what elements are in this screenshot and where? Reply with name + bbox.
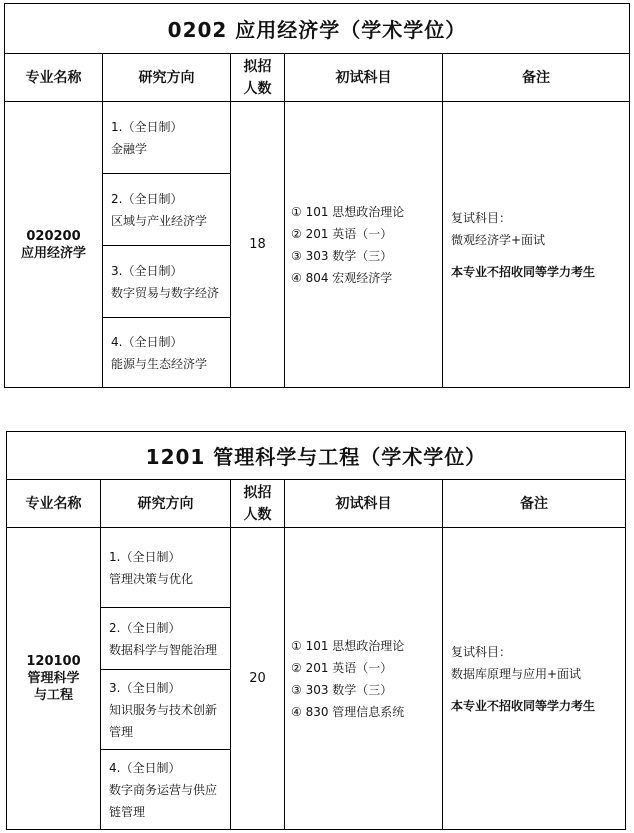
table-title: 0202 应用经济学（学术学位）	[5, 4, 629, 54]
quota-value: 18	[231, 102, 285, 387]
direction-row	[103, 318, 231, 387]
direction-row	[101, 670, 231, 750]
notes-cell	[443, 102, 629, 387]
header-exam: 初试科目	[285, 480, 443, 528]
major-cell	[5, 102, 103, 387]
header-exam: 初试科目	[285, 54, 443, 102]
exam-subject: ② 201 英语（一）	[291, 660, 393, 675]
admission-table-0202	[4, 3, 630, 388]
direction-name-line2: 链管理	[109, 804, 146, 819]
policy-note: 本专业不招收同等学力考生	[451, 264, 596, 279]
exam-subject: ③ 303 数学（三）	[291, 682, 393, 697]
direction-name-line2: 管理	[109, 724, 134, 739]
major-name: 应用经济学	[20, 245, 86, 261]
exam-subject: ② 201 英语（一）	[291, 226, 393, 241]
header-quota-line2: 人数	[243, 506, 272, 523]
direction-name: 金融学	[111, 141, 148, 156]
direction-type: 4.（全日制）	[109, 760, 181, 775]
direction-row	[101, 608, 231, 670]
exam-subject: ③ 303 数学（三）	[291, 248, 393, 263]
exam-subject: ① 101 思想政治理论	[291, 638, 405, 653]
direction-row	[101, 528, 231, 608]
header-direction: 研究方向	[103, 54, 231, 102]
notes-cell	[443, 528, 625, 829]
direction-type: 3.（全日制）	[111, 263, 183, 278]
header-quota-line1: 拟招	[243, 484, 272, 501]
header-major: 专业名称	[7, 480, 101, 528]
exam-subjects	[285, 528, 443, 829]
table-title: 1201 管理科学与工程（学术学位）	[7, 432, 625, 480]
header-quota	[231, 54, 285, 102]
major-name-line1: 管理科学	[27, 671, 80, 686]
header-major: 专业名称	[5, 54, 103, 102]
header-notes: 备注	[443, 480, 625, 528]
retest-subject: 数据库原理与应用+面试	[451, 666, 582, 681]
direction-type: 2.（全日制）	[111, 191, 183, 206]
direction-type: 2.（全日制）	[109, 620, 181, 635]
header-quota-line1: 拟招	[243, 58, 272, 75]
admission-table-1201	[6, 431, 626, 830]
major-cell	[7, 528, 101, 829]
exam-subject: ④ 830 管理信息系统	[291, 704, 405, 719]
header-quota	[231, 480, 285, 528]
direction-name: 数字贸易与数字经济	[111, 285, 220, 300]
header-quota-line2: 人数	[243, 80, 272, 97]
exam-subject: ① 101 思想政治理论	[291, 204, 405, 219]
direction-row	[101, 750, 231, 829]
major-name-line2: 与工程	[33, 688, 73, 703]
direction-name-line1: 知识服务与技术创新	[109, 702, 218, 717]
exam-subject: ④ 804 宏观经济学	[291, 270, 393, 285]
exam-subjects	[285, 102, 443, 387]
retest-label: 复试科目：	[451, 210, 512, 225]
direction-name: 数据科学与智能治理	[109, 642, 218, 657]
quota-value: 20	[231, 528, 285, 829]
policy-note: 本专业不招收同等学力考生	[451, 698, 596, 713]
retest-label: 复试科目：	[451, 644, 512, 659]
direction-type: 1.（全日制）	[111, 119, 183, 134]
direction-row	[103, 102, 231, 174]
header-notes: 备注	[443, 54, 629, 102]
direction-row	[103, 246, 231, 318]
direction-type: 4.（全日制）	[111, 334, 183, 349]
retest-subject: 微观经济学+面试	[451, 232, 546, 247]
header-direction: 研究方向	[101, 480, 231, 528]
direction-type: 1.（全日制）	[109, 549, 181, 564]
direction-name: 能源与生态经济学	[111, 356, 208, 371]
direction-type: 3.（全日制）	[109, 680, 181, 695]
major-code: 120100	[26, 654, 81, 669]
direction-name-line1: 数字商务运营与供应	[109, 782, 218, 797]
direction-row	[103, 174, 231, 246]
major-code: 020200	[26, 228, 81, 244]
direction-name: 区域与产业经济学	[111, 213, 208, 228]
direction-name: 管理决策与优化	[109, 571, 194, 586]
